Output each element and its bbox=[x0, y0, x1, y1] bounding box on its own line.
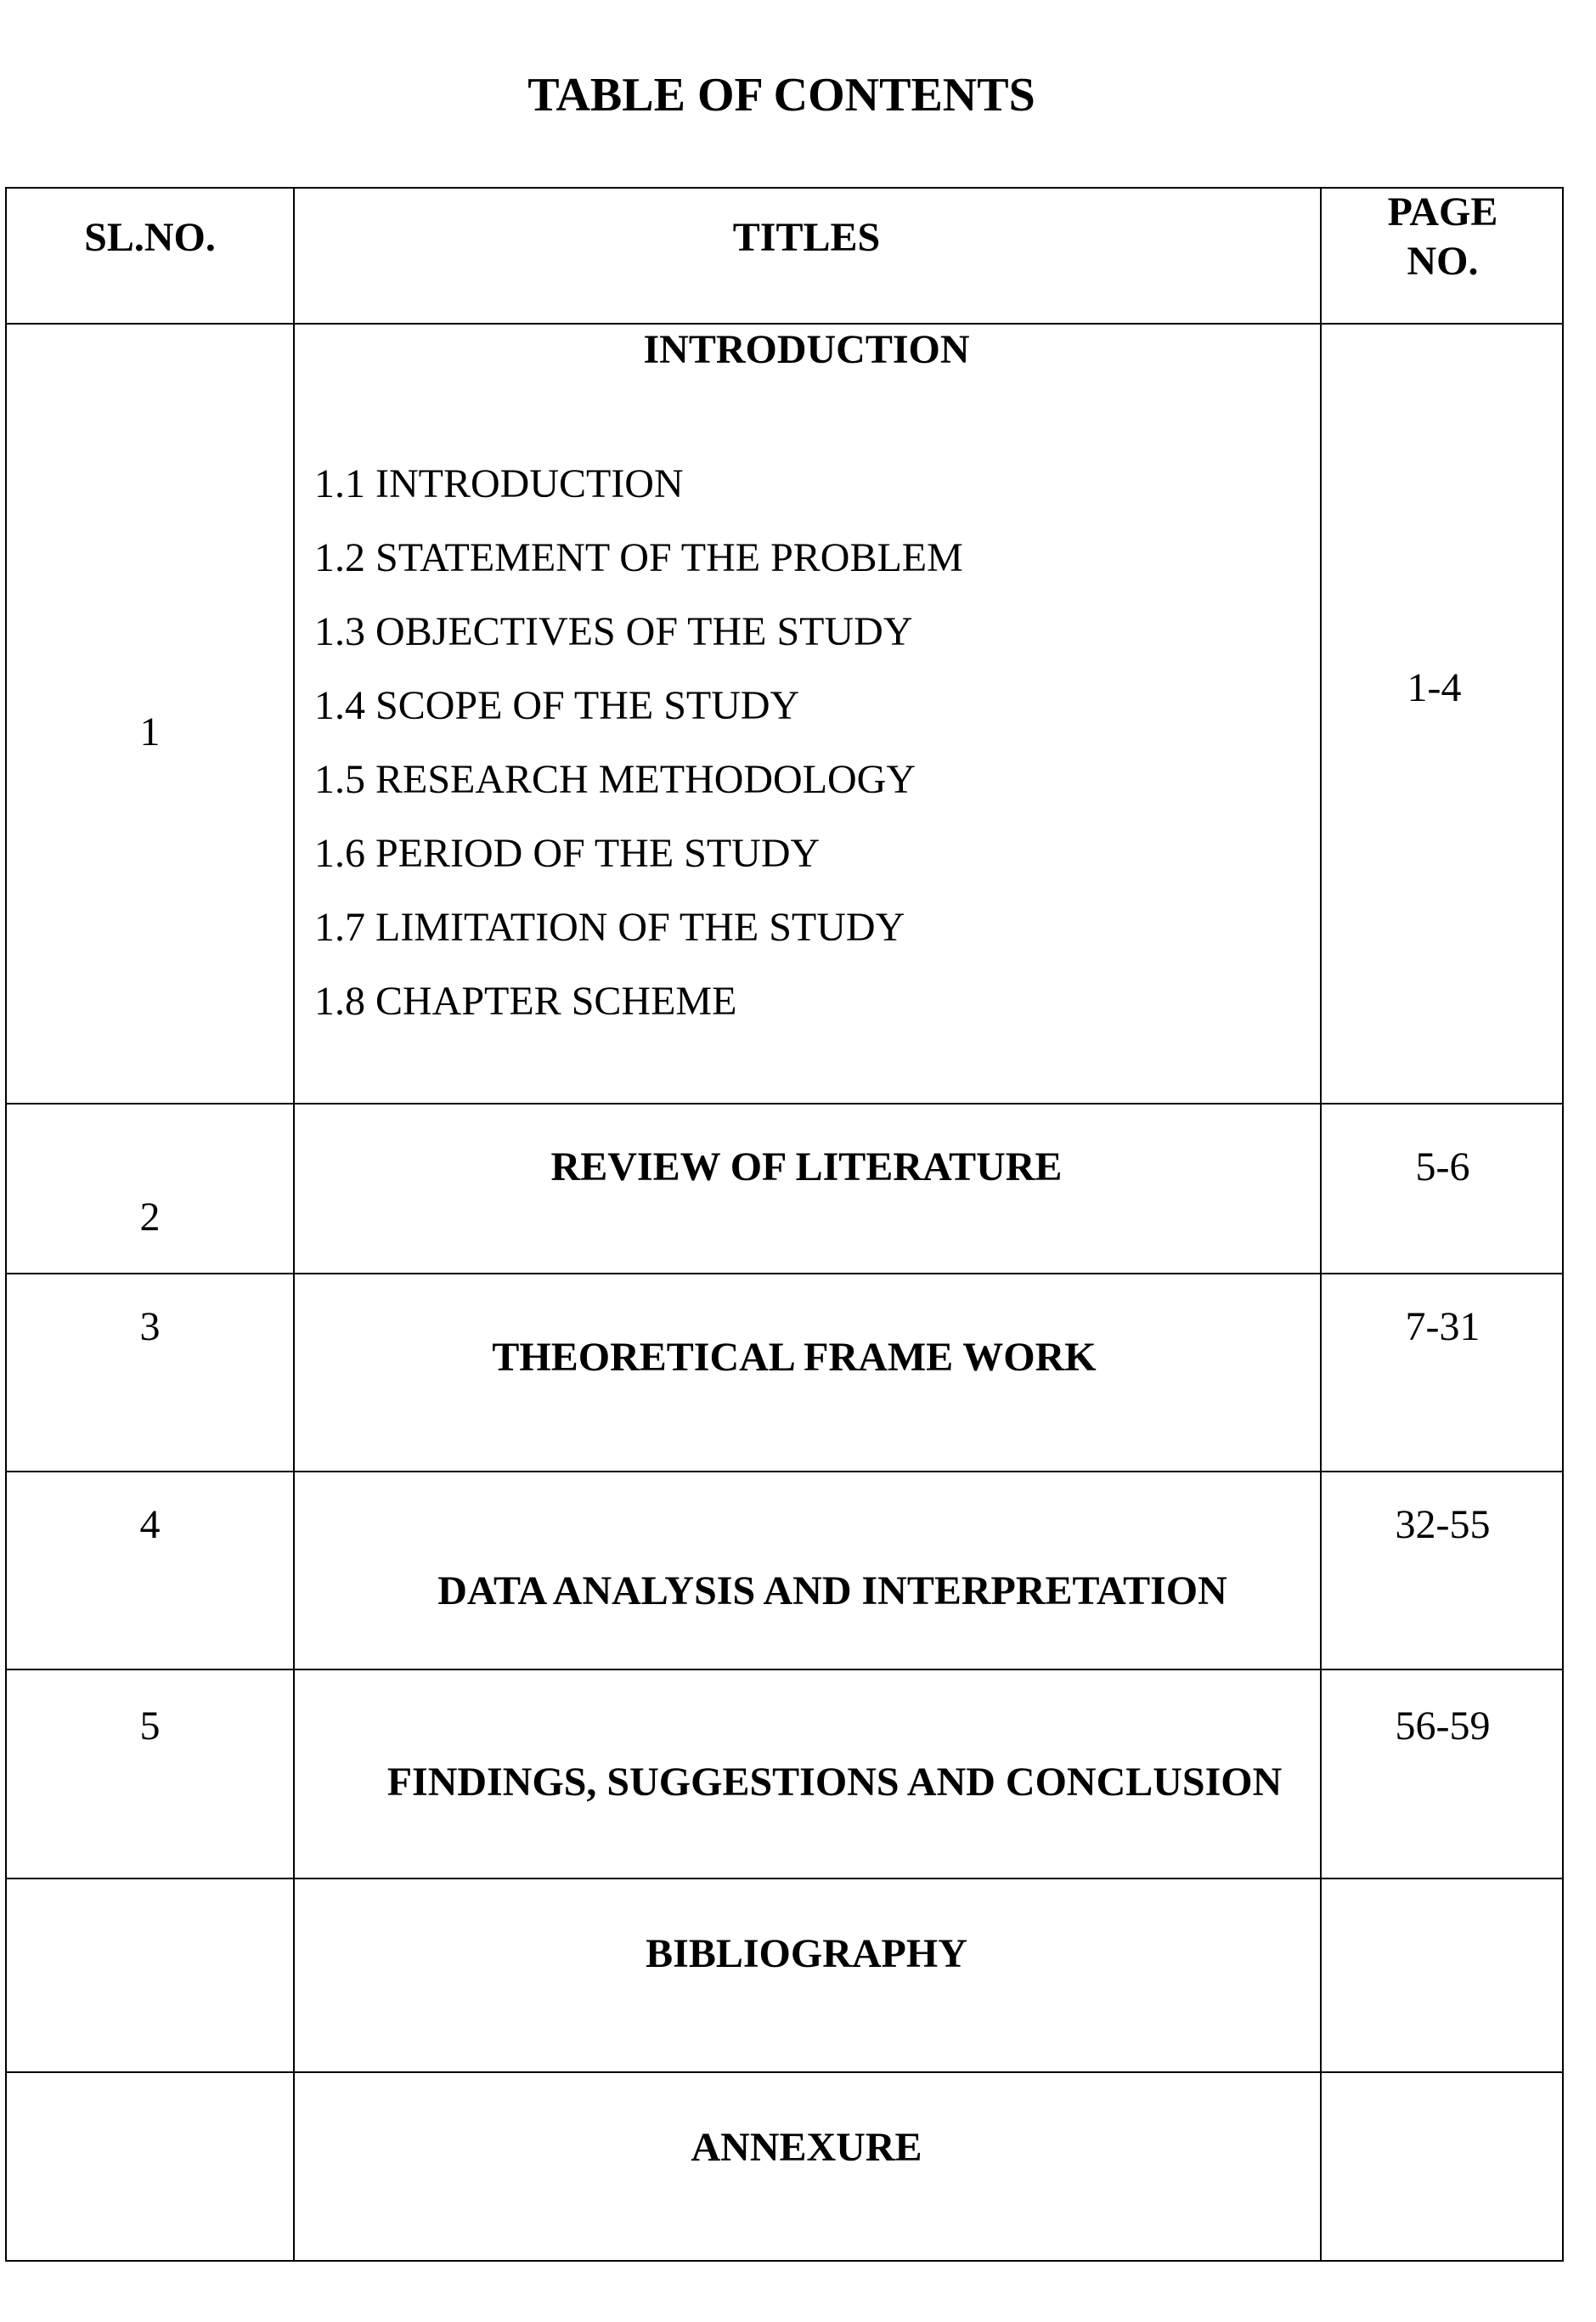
row-1-sl-no: 1 bbox=[139, 709, 161, 754]
row-3-sl-no: 3 bbox=[139, 1304, 161, 1349]
row-divider bbox=[7, 1471, 1562, 1472]
row-1-subitem: 1.1 INTRODUCTION bbox=[314, 461, 684, 506]
row-4-title: DATA ANALYSIS AND INTERPRETATION bbox=[437, 1568, 1227, 1613]
row-2-sl-no: 2 bbox=[139, 1195, 161, 1240]
row-1-subitem: 1.6 PERIOD OF THE STUDY bbox=[314, 831, 821, 876]
page-title: TABLE OF CONTENTS bbox=[527, 69, 1035, 121]
table-of-contents bbox=[5, 187, 1564, 2262]
row-2-page-no: 5-6 bbox=[1415, 1144, 1470, 1189]
row-4-sl-no: 4 bbox=[139, 1502, 161, 1547]
header-page-no-line1: PAGE bbox=[1387, 189, 1498, 234]
row-2-title: REVIEW OF LITERATURE bbox=[550, 1144, 1063, 1189]
row-5-sl-no: 5 bbox=[139, 1703, 161, 1749]
row-divider bbox=[7, 1103, 1562, 1105]
header-page-no-line2: NO. bbox=[1407, 239, 1479, 284]
row-divider bbox=[7, 2071, 1562, 2073]
row-1-title: INTRODUCTION bbox=[643, 327, 970, 372]
row-1-subitem: 1.7 LIMITATION OF THE STUDY bbox=[314, 905, 905, 950]
row-1-subitem: 1.3 OBJECTIVES OF THE STUDY bbox=[314, 609, 913, 654]
column-divider bbox=[1320, 189, 1322, 2260]
row-1-page-no: 1-4 bbox=[1407, 665, 1462, 710]
row-3-title: THEORETICAL FRAME WORK bbox=[492, 1335, 1097, 1380]
row-divider bbox=[7, 1878, 1562, 1879]
row-4-page-no: 32-55 bbox=[1395, 1502, 1491, 1547]
header-titles: TITLES bbox=[732, 215, 881, 260]
row-1-subitem: 1.2 STATEMENT OF THE PROBLEM bbox=[314, 535, 963, 580]
row-5-page-no: 56-59 bbox=[1395, 1703, 1491, 1749]
row-1-subitem: 1.4 SCOPE OF THE STUDY bbox=[314, 683, 800, 728]
row-divider bbox=[7, 1669, 1562, 1670]
header-sl-no: SL.NO. bbox=[84, 215, 216, 260]
row-7-title: ANNEXURE bbox=[691, 2125, 922, 2170]
row-3-page-no: 7-31 bbox=[1405, 1304, 1480, 1349]
row-divider bbox=[7, 1273, 1562, 1274]
row-1-subitem: 1.8 CHAPTER SCHEME bbox=[314, 979, 737, 1024]
row-1-subitem: 1.5 RESEARCH METHODOLOGY bbox=[314, 757, 916, 802]
row-divider bbox=[7, 323, 1562, 325]
row-5-title: FINDINGS, SUGGESTIONS AND CONCLUSION bbox=[386, 1760, 1283, 1805]
row-6-title: BIBLIOGRAPHY bbox=[646, 1931, 967, 1976]
